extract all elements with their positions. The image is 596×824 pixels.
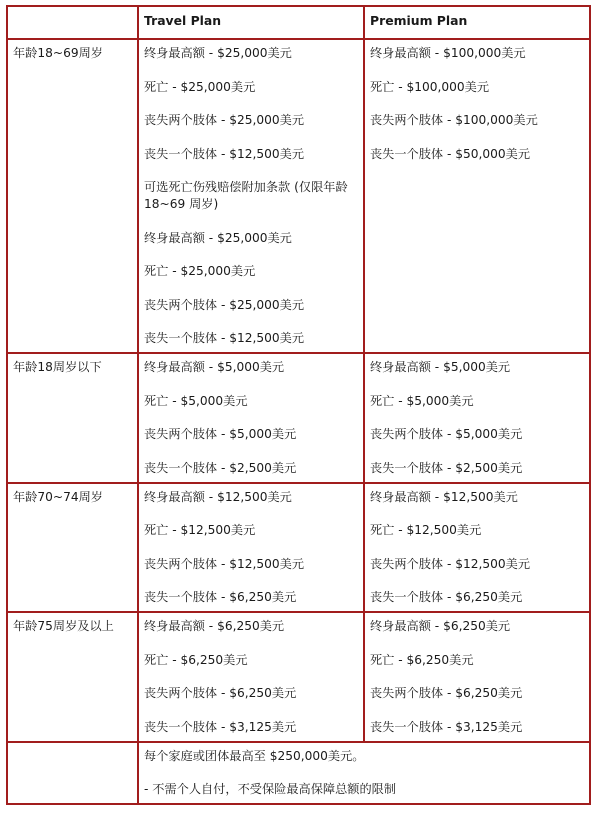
benefit-line: 丧失两个肢体 - $6,250美元 bbox=[144, 686, 297, 700]
benefit-line: 丧失两个肢体 - $5,000美元 bbox=[144, 427, 297, 441]
benefit-line: 丧失一个肢体 - $2,500美元 bbox=[144, 460, 297, 475]
benefit-line: 终身最高额 - $5,000美元 bbox=[370, 360, 511, 374]
table-row bbox=[7, 353, 590, 483]
benefit-line: 终身最高额 - $12,500美元 bbox=[370, 489, 518, 504]
benefit-line: 丧失两个肢体 - $12,500美元 bbox=[370, 556, 531, 571]
row-label: 年龄18周岁以下 bbox=[7, 353, 138, 483]
header-premium-plan: Premium Plan bbox=[364, 6, 590, 39]
travel-plan-cell bbox=[138, 483, 364, 613]
travel-plan-cell bbox=[138, 612, 364, 742]
benefit-line: 丧失两个肢体 - $25,000美元 bbox=[144, 113, 305, 127]
benefit-line: 终身最高额 - $25,000美元 bbox=[144, 46, 292, 60]
table-row bbox=[7, 612, 590, 742]
benefit-line: 丧失一个肢体 - $12,500美元 bbox=[144, 331, 305, 345]
benefit-line: 丧失一个肢体 - $3,125美元 bbox=[370, 719, 523, 734]
benefit-line: 死亡 - $12,500美元 bbox=[144, 523, 256, 537]
benefit-line: 终身最高额 - $25,000美元 bbox=[144, 230, 292, 245]
table-row bbox=[7, 483, 590, 613]
benefit-line: 终身最高额 - $12,500美元 bbox=[144, 489, 292, 504]
benefit-line: 丧失两个肢体 - $25,000美元 bbox=[144, 297, 305, 312]
benefits-table-container bbox=[6, 5, 591, 805]
footer-empty-cell bbox=[7, 742, 138, 805]
table-row bbox=[7, 39, 590, 353]
benefit-line: 终身最高额 - $6,250美元 bbox=[370, 619, 511, 633]
table-body bbox=[7, 39, 590, 804]
benefit-line: 终身最高额 - $6,250美元 bbox=[144, 619, 285, 633]
travel-plan-cell bbox=[138, 353, 364, 483]
benefit-line: 死亡 - $6,250美元 bbox=[144, 652, 248, 667]
benefit-line: 死亡 - $12,500美元 bbox=[370, 523, 482, 537]
benefit-line: 丧失两个肢体 - $6,250美元 bbox=[370, 686, 523, 700]
benefits-table bbox=[6, 5, 591, 805]
header-corner-cell bbox=[7, 6, 138, 39]
row-label: 年龄70~74周岁 bbox=[7, 483, 138, 613]
premium-plan-cell bbox=[364, 39, 590, 353]
benefit-line: 丧失一个肢体 - $3,125美元 bbox=[144, 719, 297, 734]
footer-row bbox=[7, 742, 590, 805]
benefit-line: 丧失一个肢体 - $50,000美元 bbox=[370, 146, 531, 161]
benefit-line: 丧失两个肢体 - $100,000美元 bbox=[370, 113, 538, 127]
benefit-line: 死亡 - $5,000美元 bbox=[144, 393, 248, 408]
benefit-line: 丧失一个肢体 - $6,250美元 bbox=[370, 590, 523, 604]
premium-plan-cell bbox=[364, 483, 590, 613]
benefit-line: 死亡 - $25,000美元 bbox=[144, 264, 256, 278]
benefit-line: 死亡 - $6,250美元 bbox=[370, 652, 474, 667]
header-row bbox=[7, 6, 590, 39]
family-max-note: 每个家庭或团体最高至 $250,000美元。 bbox=[144, 748, 365, 763]
optional-rider-line: 可选死亡伤残赔偿附加条款 (仅限年龄18~69 周岁) bbox=[144, 180, 348, 211]
benefit-line: 死亡 - $100,000美元 bbox=[370, 79, 490, 94]
benefit-line: 死亡 - $25,000美元 bbox=[144, 79, 256, 94]
benefit-line: 丧失两个肢体 - $5,000美元 bbox=[370, 427, 523, 441]
benefit-line: 丧失一个肢体 - $2,500美元 bbox=[370, 460, 523, 475]
row-label: 年龄18~69周岁 bbox=[7, 39, 138, 353]
premium-plan-cell bbox=[364, 612, 590, 742]
benefit-line: 死亡 - $5,000美元 bbox=[370, 393, 474, 408]
benefit-line: 丧失一个肢体 - $12,500美元 bbox=[144, 146, 305, 161]
benefit-line: 丧失一个肢体 - $6,250美元 bbox=[144, 590, 297, 604]
header-travel-plan: Travel Plan bbox=[138, 6, 364, 39]
footer-note-cell bbox=[138, 742, 590, 805]
travel-plan-cell bbox=[138, 39, 364, 353]
premium-plan-cell bbox=[364, 353, 590, 483]
benefit-line: 终身最高额 - $5,000美元 bbox=[144, 360, 285, 374]
benefit-line: 终身最高额 - $100,000美元 bbox=[370, 46, 526, 60]
no-deductible-note: - 不需个人自付，不受保险最高保障总额的限制 bbox=[144, 782, 397, 796]
row-label: 年龄75周岁及以上 bbox=[7, 612, 138, 742]
benefit-line: 丧失两个肢体 - $12,500美元 bbox=[144, 556, 305, 571]
